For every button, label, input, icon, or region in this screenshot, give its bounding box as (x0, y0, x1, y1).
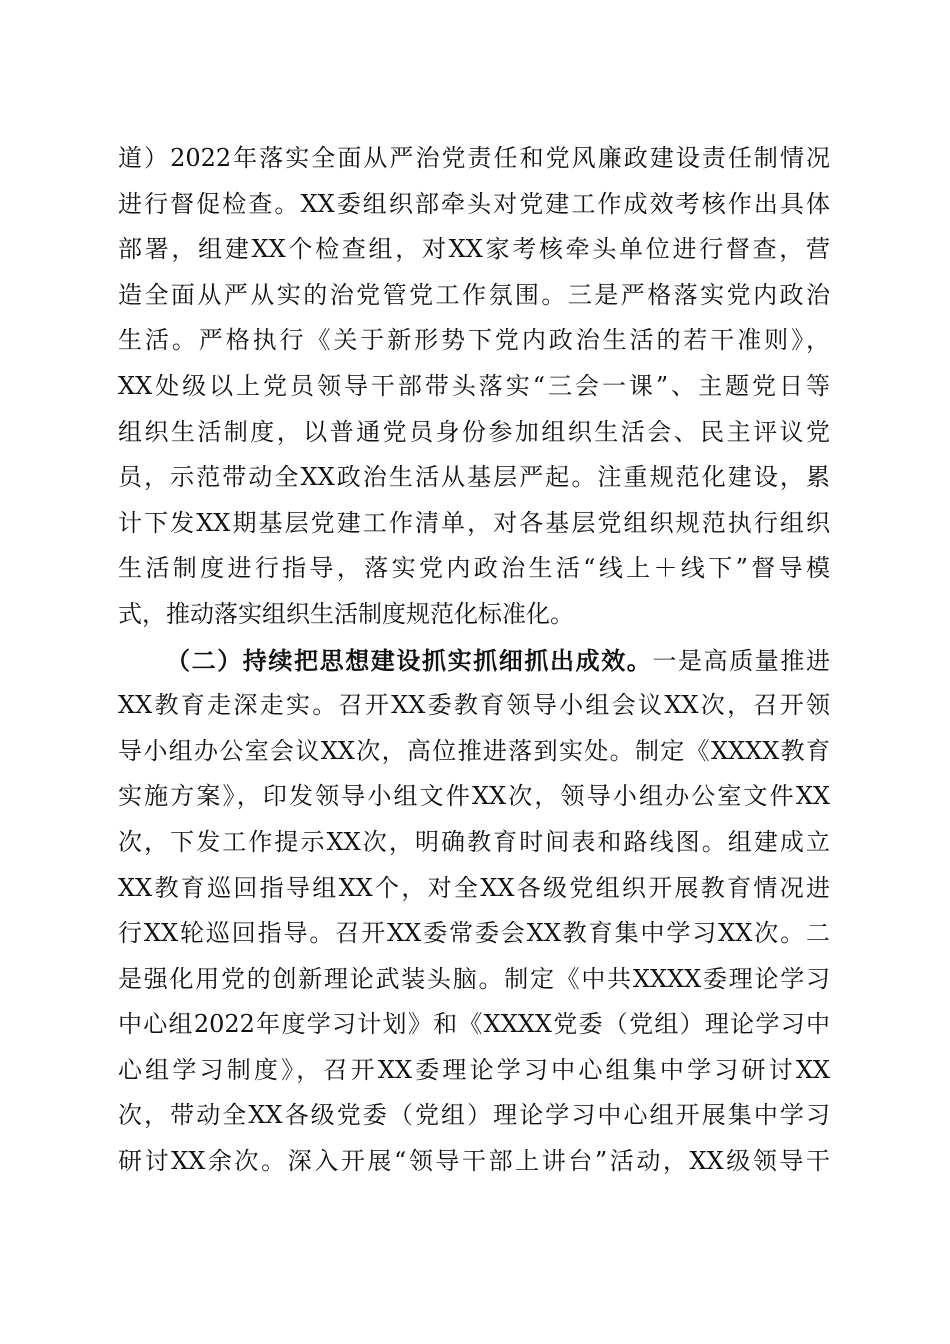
text-line: 生活。严格执行《关于新形势下党内政治生活的若干准则》， (118, 326, 830, 355)
text-line: 中心组2022年度学习计划》和《XXXX党委（党组）理论学习中 (118, 1010, 830, 1039)
text-line: 是强化用党的创新理论武装头脑。制定《中共XXXX委理论学习 (118, 964, 830, 993)
text-line: 进行督促检查。XX委组织部牵头对党建工作成效考核作出具体 (118, 189, 830, 218)
text-line: 次，下发工作提示XX次，明确教育时间表和路线图。组建成立 (118, 827, 830, 856)
paragraph-party-governance (118, 136, 830, 638)
text-line: 部署，组建XX个检查组，对XX家考核牵头单位进行督查，营 (118, 235, 830, 264)
text-line: XX教育巡回指导组XX个，对全XX各级党组织开展教育情况进 (118, 873, 830, 902)
text-line: 造全面从严从实的治党管党工作氛围。三是严格落实党内政治 (118, 280, 830, 309)
text-line: 研讨XX余次。深入开展“领导干部上讲台”活动，XX级领导干 (118, 1147, 830, 1176)
text-line: XX教育走深走实。召开XX委教育领导小组会议XX次，召开领 (118, 691, 830, 720)
paragraph-ideological-building (118, 638, 830, 1185)
text-line: 道）2022年落实全面从严治党责任和党风廉政建设责任制情况 (118, 144, 830, 172)
text-line: 实施方案》，印发领导小组文件XX次，领导小组办公室文件XX (118, 782, 830, 811)
text-line: 次，带动全XX各级党委（党组）理论学习中心组开展集中学习 (118, 1101, 830, 1130)
text-line: 计下发XX期基层党建工作清单，对各基层党组织规范执行组织 (118, 508, 830, 537)
document-body (118, 136, 830, 1185)
text-line: 员，示范带动全XX政治生活从基层严起。注重规范化建设，累 (118, 463, 830, 492)
paragraph-first-line (118, 638, 830, 684)
text-line: 心组学习制度》，召开XX委理论学习中心组集中学习研讨XX (118, 1055, 830, 1084)
text-line: 组织生活制度，以普通党员身份参加组织生活会、民主评议党 (118, 417, 830, 446)
text-fragment: 一是高质量推进 (652, 646, 831, 675)
text-line: 行XX轮巡回指导。召开XX委常委会XX教育集中学习XX次。二 (118, 919, 830, 948)
text-line: 式，推动落实组织生活制度规范化标准化。 (118, 599, 574, 628)
section-heading: （二）持续把思想建设抓实抓细抓出成效。 (166, 645, 653, 675)
text-line: 导小组办公室会议XX次，高位推进落到实处。制定《XXXX教育 (118, 736, 830, 765)
text-line: XX处级以上党员领导干部带头落实“三会一课”、主题党日等 (118, 371, 830, 400)
text-line: 生活制度进行指导，落实党内政治生活“线上＋线下”督导模 (118, 554, 830, 583)
